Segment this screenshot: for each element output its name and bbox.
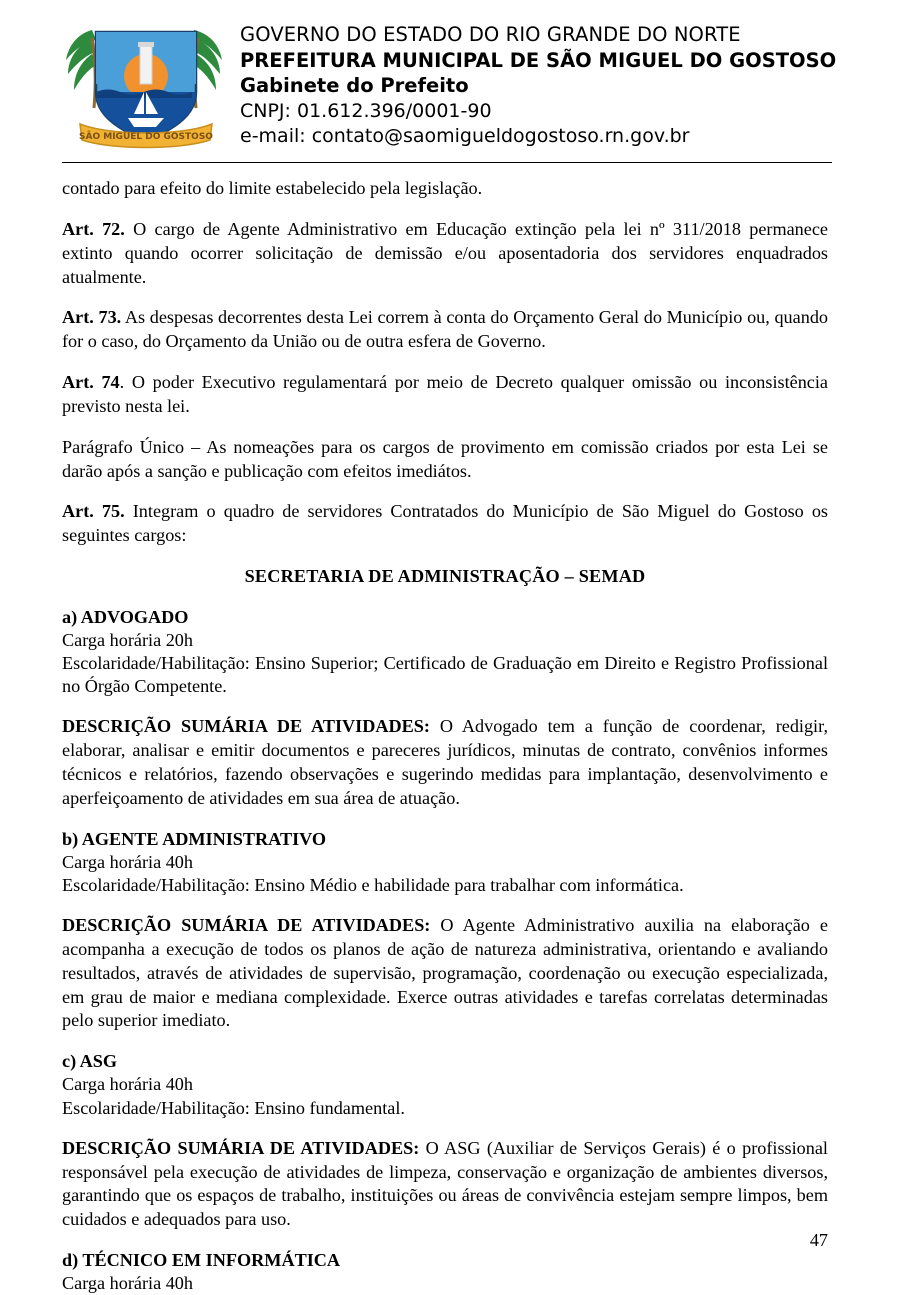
article-74-text: . O poder Executivo regulamentará por meio de Decreto qualquer omissão ou inconsistência previsto nesta lei. xyxy=(62,372,829,416)
page-number: 47 xyxy=(809,1230,828,1250)
crest-caption-text: SÃO MIGUEL DO GOSTOSO xyxy=(79,132,213,142)
article-74 xyxy=(62,371,828,419)
header-cnpj-line: CNPJ: 01.612.396/0001-90 xyxy=(240,100,492,123)
header-text-block xyxy=(240,14,836,149)
section-title-semad: SECRETARIA DE ADMINISTRAÇÃO – SEMAD xyxy=(244,566,646,587)
position-workload-b: Carga horária 40h xyxy=(62,851,193,872)
position-description-c xyxy=(62,1137,828,1232)
article-75-text: Integram o quadro de servidores Contratados do Município de São Miguel do Gostoso os seguintes cargos: xyxy=(62,501,829,546)
article-72 xyxy=(62,218,828,290)
position-title-c: c) ASG xyxy=(62,1051,118,1072)
position-education-c: Escolaridade/Habilitação: Ensino fundamental. xyxy=(62,1097,405,1118)
article-74-label: Art. 74 xyxy=(62,372,120,393)
position-workload-a: Carga horária 20h xyxy=(62,630,193,651)
paragrafo-unico: Parágrafo Único – As nomeações para os cargos de provimento em comissão criados por esta Lei se darão após a sanção e publicação com efeitos imediátos. xyxy=(62,436,828,481)
article-73-label: Art. 73. xyxy=(62,307,122,328)
description-text-c: O ASG (Auxiliar de Serviços Gerais) é o profissional responsável pela execução de atividades de limpeza, conservação e organização de ambientes diversos, garantindo que os espaços de trabalho, instituições ou áreas de convivência estejam sempre limpos, bem cuidados e adequados para uso. xyxy=(62,1137,828,1230)
position-description-b xyxy=(62,914,828,1033)
article-73-text: As despesas decorrentes desta Lei correm à conta do Orçamento Geral do Município ou, quando for o caso, do Orçamento da União ou de outra esfera de Governo. xyxy=(62,307,829,352)
position-education-a: Escolaridade/Habilitação: Ensino Superior; Certificado de Graduação em Direito e Registro Profissional no Órgão Competente. xyxy=(62,653,828,697)
document-body xyxy=(0,163,900,1295)
position-description-a xyxy=(62,715,828,810)
position-title-d: d) TÉCNICO EM INFORMÁTICA xyxy=(62,1250,341,1271)
document-header xyxy=(0,0,900,154)
description-label-b: DESCRIÇÃO SUMÁRIA DE ATIVIDADES: xyxy=(62,915,431,936)
header-city-hall-line: PREFEITURA MUNICIPAL DE SÃO MIGUEL DO GOSTOSO xyxy=(240,48,837,72)
article-75-label: Art. 75. xyxy=(62,501,125,522)
description-label-c: DESCRIÇÃO SUMÁRIA DE ATIVIDADES: xyxy=(62,1137,420,1158)
municipal-coat-of-arms-icon xyxy=(62,14,230,154)
description-label-a: DESCRIÇÃO SUMÁRIA DE ATIVIDADES: xyxy=(62,716,430,737)
header-email-line: e-mail: contato@saomigueldogostoso.rn.gov.br xyxy=(240,125,690,148)
position-title-b: b) AGENTE ADMINISTRATIVO xyxy=(62,828,327,849)
paragraph-continuation: contado para efeito do limite estabelecido pela legislação. xyxy=(62,178,483,198)
description-text-a: O Advogado tem a função de coordenar, redigir, elaborar, analisar e emitir documentos e pareceres jurídicos, minutas de contrato, convênios informes técnicos e relatórios, fazendo observações e sugerindo medidas para implantação, desenvolvimento e aperfeiçoamento de atividades em sua área de atuação. xyxy=(62,716,828,808)
article-75 xyxy=(62,500,828,548)
article-73 xyxy=(62,306,828,354)
position-workload-c: Carga horária 40h xyxy=(62,1074,193,1095)
article-72-text: O cargo de Agente Administrativo em Educação extinção pela lei nº 311/2018 permanece extinto quando ocorrer solicitação de demissão e/ou aposentadoria dos servidores enquadrados atualmente. xyxy=(62,218,828,287)
header-state-line: GOVERNO DO ESTADO DO RIO GRANDE DO NORTE xyxy=(240,23,741,46)
article-72-label: Art. 72. xyxy=(62,218,125,239)
position-title-a: a) ADVOGADO xyxy=(62,606,189,627)
header-office-line: Gabinete do Prefeito xyxy=(240,74,469,98)
position-education-b: Escolaridade/Habilitação: Ensino Médio e habilidade para trabalhar com informática. xyxy=(62,875,684,895)
position-workload-d: Carga horária 40h xyxy=(62,1273,193,1294)
description-text-b: O Agente Administrativo auxilia na elaboração e acompanha a execução de todos os planos de ação de natureza administrativa, orientando e avaliando resultados, através de atividades de supervisão, programação, coordenação ou execução especializada, em grau de maior e mediana complexidade. Exerce outras atividades e tarefas correlatas determinadas pelo superior imediato. xyxy=(62,915,828,1031)
